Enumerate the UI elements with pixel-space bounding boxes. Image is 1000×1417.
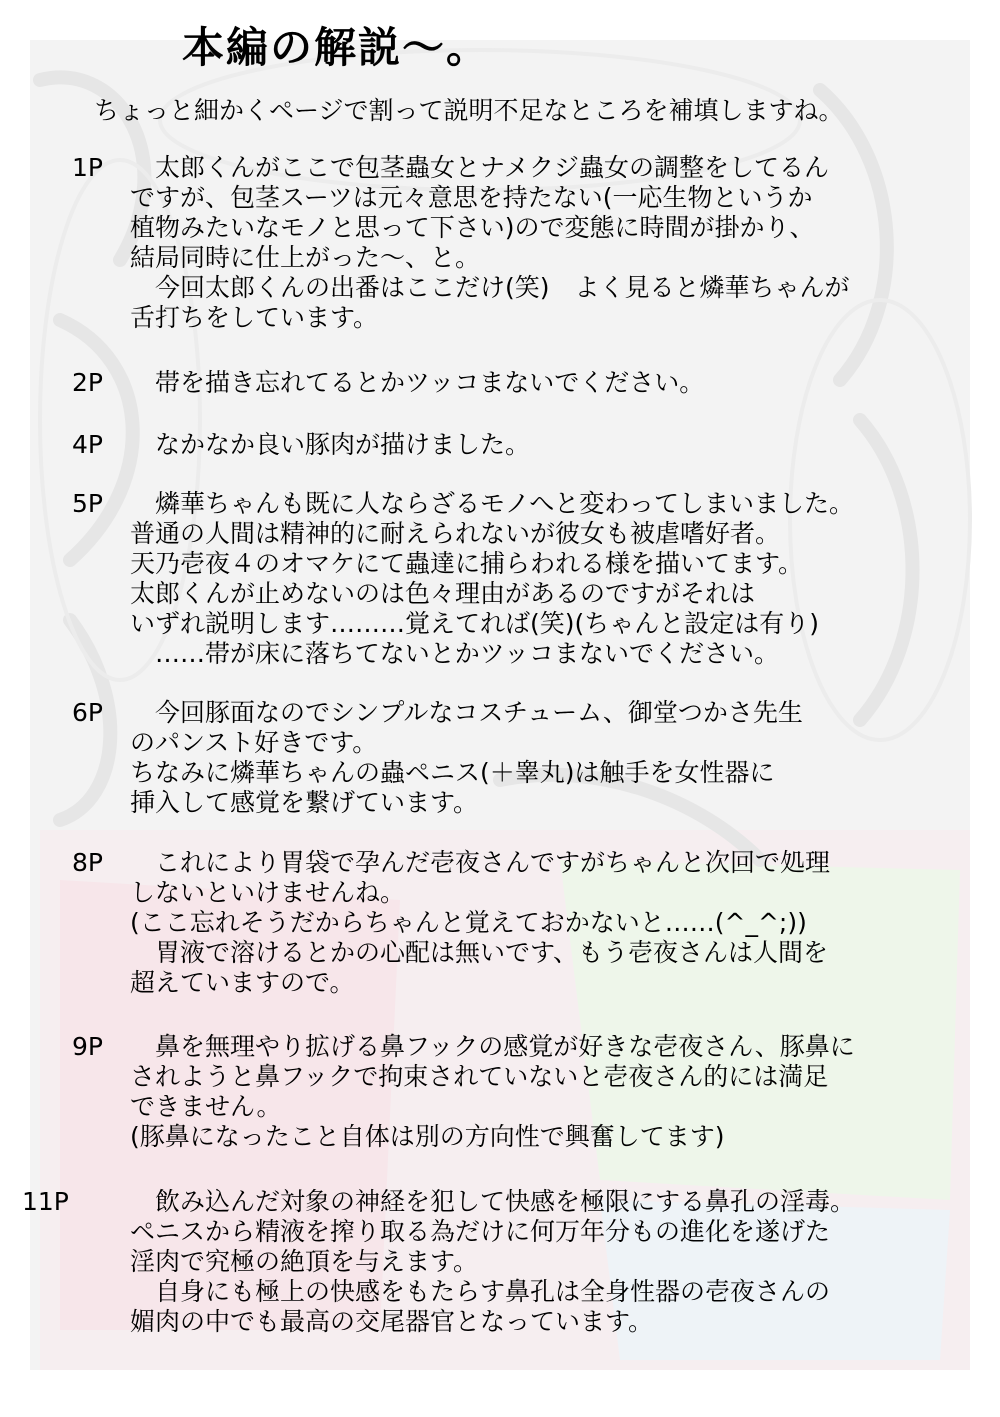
text-line: 太郎くんが止めないのは色々理由があるのですがそれは xyxy=(130,579,756,608)
text-line: ですが、包茎スーツは元々意思を持たない(一応生物というか xyxy=(130,183,813,212)
text-line: 鼻を無理やり拡げる鼻フックの感覚が好きな壱夜さん、豚鼻に xyxy=(130,1032,855,1061)
text-line: 自身にも極上の快感をもたらす鼻孔は全身性器の壱夜さんの xyxy=(130,1277,831,1306)
text-line: 淫肉で究極の絶頂を与えます。 xyxy=(130,1247,479,1276)
page-label: 2P xyxy=(72,368,103,397)
page-label: 6P xyxy=(72,698,103,727)
text-line: できません。 xyxy=(130,1092,282,1121)
page-label: 5P xyxy=(72,489,103,518)
page-title: 本編の解説～。 xyxy=(182,23,491,72)
page-label: 1P xyxy=(72,153,103,182)
page-label: 11P xyxy=(22,1187,69,1216)
entry-text xyxy=(130,489,854,669)
text-line: なかなか良い豚肉が描けました。 xyxy=(130,430,531,459)
text-line: 帯を描き忘れてるとかツッコまないでください。 xyxy=(130,368,705,397)
text-line: 結局同時に仕上がった～、と。 xyxy=(130,243,481,272)
text-line: ……帯が床に落ちてないとかツッコまないでください。 xyxy=(130,639,780,668)
text-line: (豚鼻になったこと自体は別の方向性で興奮してます) xyxy=(130,1122,725,1151)
entry-text xyxy=(130,430,530,460)
intro-text: ちょっと細かくページで割って説明不足なところを補填しますね。 xyxy=(94,96,844,125)
entry-text xyxy=(130,1187,855,1337)
text-line: 天乃壱夜４のオマケにて蟲達に捕らわれる様を描いてます。 xyxy=(130,549,804,578)
text-line: いずれ説明します………覚えてれば(笑)(ちゃんと設定は有り) xyxy=(130,609,820,638)
text-line: 植物みたいなモノと思って下さい)ので変態に時間が掛かり、 xyxy=(130,213,815,242)
entry-text xyxy=(130,848,830,998)
entry-text xyxy=(130,368,704,398)
text-line: 太郎くんがここで包茎蟲女とナメクジ蟲女の調整をしてるん xyxy=(130,153,830,182)
text-line: ちなみに燐華ちゃんの蟲ペニス(＋睾丸)は触手を女性器に xyxy=(130,758,775,787)
text-line: 普通の人間は精神的に耐えられないが彼女も被虐嗜好者。 xyxy=(130,519,781,548)
entry-text xyxy=(130,698,803,818)
entry-text xyxy=(130,153,850,333)
text-line: 超えていますので。 xyxy=(130,968,355,997)
text-line: 媚肉の中でも最高の交尾器官となっています。 xyxy=(130,1307,654,1336)
text-line: しないといけませんね。 xyxy=(130,878,406,907)
entry-text xyxy=(130,1032,855,1152)
text-line: 胃液で溶けるとかの心配は無いです、もう壱夜さんは人間を xyxy=(130,938,829,967)
text-line: これにより胃袋で孕んだ壱夜さんですがちゃんと次回で処理 xyxy=(130,848,831,877)
text-line: 今回豚面なのでシンプルなコスチューム、御堂つかさ先生 xyxy=(130,698,803,727)
text-line: 挿入して感覚を繋げています。 xyxy=(130,788,479,817)
page-label: 8P xyxy=(72,848,103,877)
text-line: ペニスから精液を搾り取る為だけに何万年分もの進化を遂げた xyxy=(130,1217,831,1246)
text-line: (ここ忘れそうだからちゃんと覚えておかないと……(^_^;)) xyxy=(130,908,807,937)
text-line: されようと鼻フックで拘束されていないと壱夜さん的には満足 xyxy=(130,1062,829,1091)
text-line: 燐華ちゃんも既に人ならざるモノへと変わってしまいました。 xyxy=(130,489,855,518)
page-label: 4P xyxy=(72,430,103,459)
text-line: 今回太郎くんの出番はここだけ(笑) よく見ると燐華ちゃんが xyxy=(130,273,850,302)
text-line: 舌打ちをしています。 xyxy=(130,303,379,332)
text-line: 飲み込んだ対象の神経を犯して快感を極限にする鼻孔の淫毒。 xyxy=(130,1187,856,1216)
page-label: 9P xyxy=(72,1032,103,1061)
text-line: のパンスト好きです。 xyxy=(130,728,378,757)
